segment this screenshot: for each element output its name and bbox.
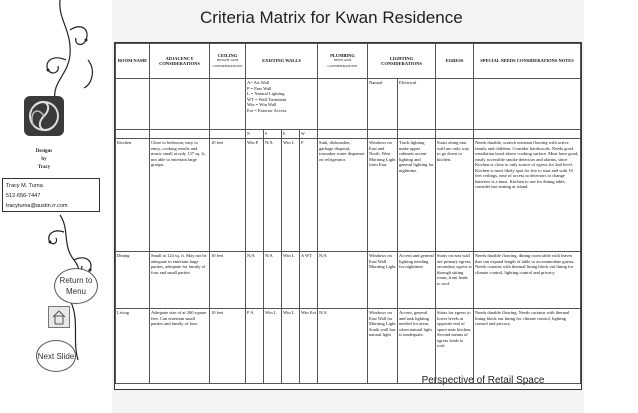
header-plumbing: PLUMBING NEED AND CONSIDERATIONS [318, 44, 368, 79]
natural-light-cell: Windows on East Wall for Morning Light South wall has natural light [368, 309, 398, 384]
return-to-menu-label: Return to Menu [59, 276, 93, 296]
plumbing-cell: N/A [318, 252, 368, 309]
next-slide-label: Next Slide [37, 351, 75, 361]
walls-legend: A= Art Wall P = Pass Wall L = Natural Lighting WT = Wall Treatment Win = Win Wall Ext = Exterior Access [246, 79, 318, 130]
room-name: Dining [116, 252, 150, 309]
notes-cell: Needs durable flooring, dining room table with leaves that can expand length of table to accommodate guests. Needs curtains with thermal lining block out lining for climate control, lighting control and privacy. [474, 252, 581, 309]
criteria-matrix-table [114, 42, 582, 390]
table-row [116, 139, 581, 252]
header-walls: EXISTING WALLS [246, 44, 318, 79]
natural-light-cell: Windows on East and North. West Morning Light from East [368, 139, 398, 252]
contact-email[interactable]: tracyturna@austin.rr.com [6, 203, 68, 209]
plumbing-cell: Sink, dishwasher, garbage disposal, icemaker water dispenser on refrigerator. [318, 139, 368, 252]
wall-cell: Win L [264, 309, 282, 384]
house-icon [49, 307, 69, 327]
wall-direction-row: N S E W [116, 130, 581, 139]
slide-caption: Perspective of Retail Space [421, 375, 545, 386]
wall-cell: Win L [282, 309, 300, 384]
designer-line: Tracy [37, 165, 51, 170]
wall-cell: P A [246, 309, 264, 384]
adjacency-cell: Close to bedroom, easy to entry, cooking results and music small at only 137 sq. ft., not able to entertain large groups. [150, 139, 210, 252]
ceiling-cell: 10 feet [210, 309, 246, 384]
adjacency-cell: Small at 124 sq. ft. May not be adequate to entertain large parties, adequate for family of four and small parties [150, 252, 210, 309]
table-row [116, 252, 581, 309]
wall-cell: P [300, 139, 318, 252]
wall-cell: A WT [300, 252, 318, 309]
designer-line: Designs [35, 149, 53, 154]
next-slide-button[interactable] [36, 340, 76, 372]
ceiling-cell: 10 feet [210, 252, 246, 309]
electrical-light-cell: Accent and general lighting needing for nighttime. [398, 252, 436, 309]
table-row [116, 309, 581, 384]
natural-light-key: Natural [368, 79, 398, 130]
notes-cell: Needs durable, scratch resistant flooring with active family and children. Consider hardwoods. Needs good ventilation hood above cooking surface. Must have good, easily accessible smoke detectors and alarms, since Kitchen is close to only source of egress for 2nd level. Kitchen is most likely spot for fire to start and with 10 feet ceilings, ease of access to detectors to change batteries is a must. Kitchen to use for dining table, consider bar seating at island. [474, 139, 581, 252]
header-adjacency: ADJACENCY CONSIDERATIONS [150, 44, 210, 79]
header-egress: EGRESS [436, 44, 474, 79]
home-icon[interactable] [48, 306, 70, 328]
room-name: Kitchen [116, 139, 150, 252]
notes-cell: Needs durable flooring. Needs curtains with thermal lining block out lining for climate control, lighting control and privacy. [474, 309, 581, 384]
electrical-light-cell: Accent, general and task lighting needed for areas when natural light is inadequate. [398, 309, 436, 384]
egress-cell: Stairs for egress to lower levels at opposite end of space near kitchen. Second means of egress leads to roof. [436, 309, 474, 384]
right-strip [584, 0, 638, 413]
plumbing-cell: N/A [318, 309, 368, 384]
contact-phone: 512-656-7447 [6, 193, 41, 199]
designer-line: by [41, 157, 47, 162]
egress-cell: Stairs along east wall are only way to go down to kitchen. [436, 139, 474, 252]
designer-credit [24, 148, 64, 172]
egress-cell: Stairs on east wall are primary egress; secondary egress is through sitting room, front leads to roof. [436, 252, 474, 309]
return-to-menu-button[interactable] [54, 268, 98, 304]
header-ceiling: CEILING HEIGHT AND CONSIDERATIONS [210, 44, 246, 79]
wall-cell: Win Ext [300, 309, 318, 384]
contact-name: Tracy M. Turna [6, 183, 43, 189]
celtic-knot-icon [24, 96, 64, 136]
wall-cell: N/A [264, 252, 282, 309]
wall-cell: N/A [246, 252, 264, 309]
slide-title: Criteria Matrix for Kwan Residence [200, 8, 463, 27]
adjacency-cell: Adequate size of at 260 square feet. Can entertain small parties and family of four. [150, 309, 210, 384]
header-notes: SPECIAL NEEDS CONSIDERATIONS NOTES [474, 44, 581, 79]
wall-cell: Win L [282, 139, 300, 252]
header-lighting: LIGHTING CONSIDERATIONS [368, 44, 436, 79]
wall-cell: Win P [246, 139, 264, 252]
wall-cell: Win L [282, 252, 300, 309]
electrical-light-key: Electrical [398, 79, 436, 130]
legend-row [116, 79, 581, 130]
room-name: Living [116, 309, 150, 384]
ceiling-cell: 10 feet [210, 139, 246, 252]
wall-cell: N/A [264, 139, 282, 252]
natural-light-cell: Windows on East Wall Morning Light [368, 252, 398, 309]
electrical-light-cell: Track lighting make upper cabinets accent lighting and general lighting for nighttime. [398, 139, 436, 252]
contact-box [2, 178, 100, 212]
header-room: ROOM NAME [116, 44, 150, 79]
